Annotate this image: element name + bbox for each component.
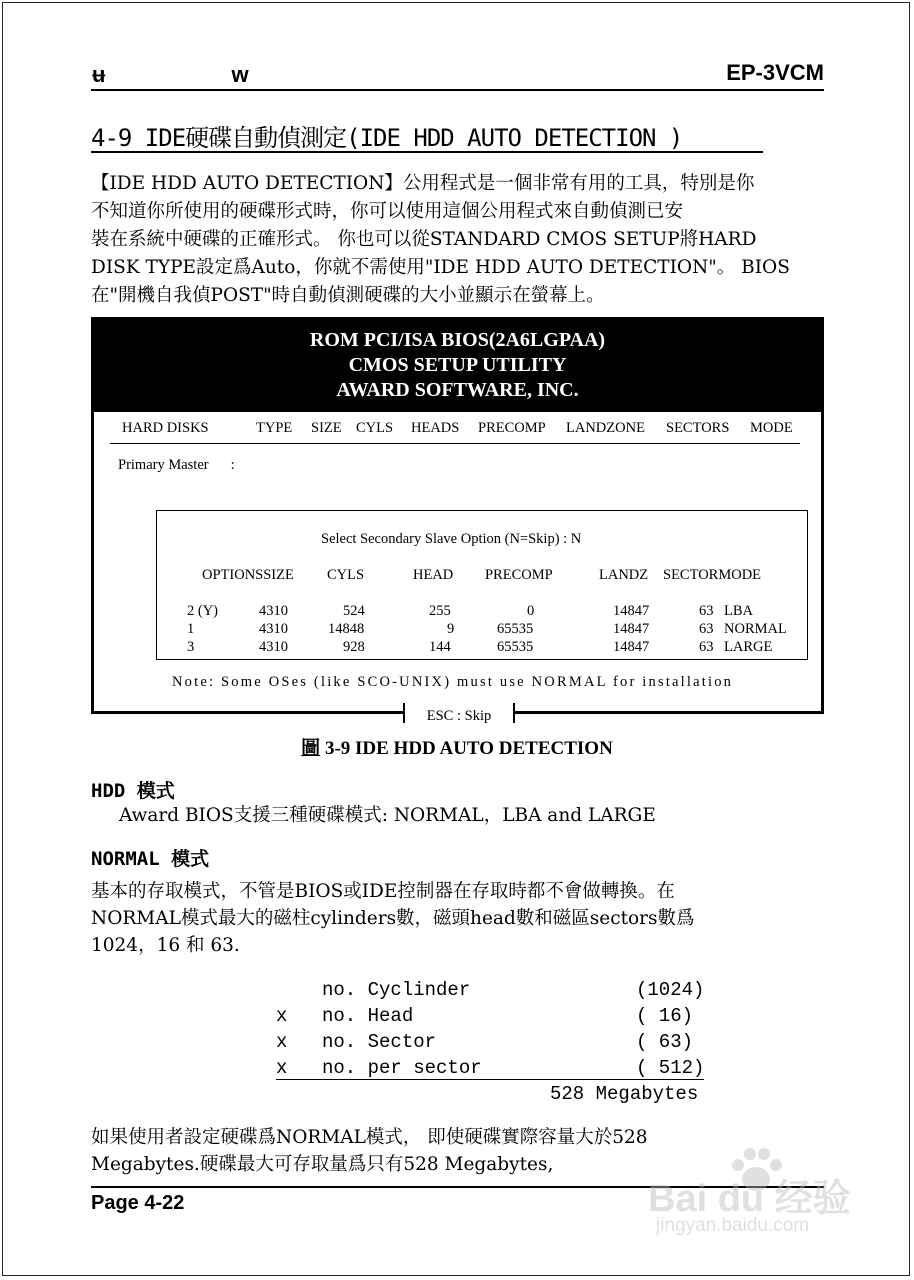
col-hard-disks: HARD DISKS [122,420,209,436]
option-row-size: 4310 [259,621,288,637]
option-row-landz: 14847 [613,639,650,655]
opt-header-optionsize: OPTIONSSIZE [202,567,294,583]
option-row-size: 4310 [259,603,288,619]
option-row-precomp: 65535 [497,639,534,655]
option-row-size: 4310 [259,639,288,655]
intro-line: DISK TYPE設定爲Auto，你就不需使用"IDE HDD AUTO DETECTION"。 BIOS [91,257,790,278]
option-row-landz: 14847 [613,621,650,637]
option-row-mode: NORMAL [724,621,787,637]
option-row-opt[interactable]: 2 (Y) [187,603,219,619]
bios-title-line: CMOS SETUP UTILITY [348,354,567,376]
figure-caption [0,733,914,760]
intro-paragraph [91,170,831,310]
bios-title-line: ROM PCI/ISA BIOS(2A6LGPAA) [309,329,606,351]
logo-icon: ʉ [92,62,106,87]
calc-op: x [276,1057,288,1079]
normal-mode-line: NORMAL模式最大的磁柱cylinders數，磁頭head數和磁區sectors數爲 [91,908,695,929]
calc-op: x [276,1031,288,1053]
option-row-precomp: 65535 [497,621,534,637]
title-underline [91,151,763,153]
option-row-opt[interactable]: 1 [187,621,195,637]
normal-mode-line: 1024，16 和 63. [91,935,240,956]
normal-mode-line: 基本的存取模式，不管是BIOS或IDE控制器在存取時都不會做轉換。在 [91,881,675,902]
col-sectors: SECTORS [666,420,730,436]
bios-title-bar [94,320,821,412]
option-row-sector: 63 [699,603,714,619]
watermark-brand: Bai du 经验 [648,1178,851,1220]
normal-mode-heading: NORMAL 模式 [91,848,210,870]
calc-op: x [276,1005,288,1027]
option-row-cyls: 14848 [328,621,365,637]
opt-header-head: HEAD [413,567,454,583]
col-type: TYPE [256,420,293,436]
calc-value: ( 512) [636,1057,705,1079]
select-prompt: Select Secondary Slave Option (N=Skip) : N [321,531,582,547]
watermark [648,1145,868,1245]
calc-label: no. Sector [322,1031,437,1053]
primary-master-label: Primary Master [118,457,209,473]
normal-mode-paragraph [91,878,695,959]
calc-label: no. per sector [322,1057,482,1079]
primary-master-colon: : [230,457,235,473]
watermark-url: jingyan.baidu.com [656,1215,810,1236]
opt-header-sectormode: SECTORMODE [663,567,762,583]
calc-value: ( 16) [636,1005,694,1027]
calc-label: no. Head [322,1005,414,1027]
opt-header-cyls: CYLS [327,567,365,583]
calc-sum-rule [276,1079,704,1080]
figure-caption-text: 3-9 IDE HDD AUTO DETECTION [320,738,613,759]
col-mode: MODE [750,420,793,436]
closing-line: 如果使用者設定硬碟爲NORMAL模式， 即使硬碟實際容量大於528 [91,1127,648,1148]
opt-header-precomp: PRECOMP [485,567,553,583]
calc-value: ( 63) [636,1031,694,1053]
intro-line: 裝在系統中硬碟的正確形式。 你也可以從STANDARD CMOS SETUP將HARD [91,229,757,250]
primary-master-row [118,457,235,474]
header-divider [91,89,824,91]
bios-note: Note: Some OSes (like SCO-UNIX) must use NORMAL for installation [172,674,734,690]
hdd-mode-line: Award BIOS支援三種硬碟模式: NORMAL，LBA and LARGE [119,805,656,826]
option-row-cyls: 928 [343,639,365,655]
col-precomp: PRECOMP [478,420,546,436]
intro-line: 【IDE HDD AUTO DETECTION】公用程式是一個非常有用的工具，特別是你 [91,173,755,194]
header-model: EP-3VCM [726,60,824,85]
option-row-sector: 63 [699,639,714,655]
section-title: 4-9 IDE硬碟自動偵測定(IDE HDD AUTO DETECTION ) [91,124,683,152]
option-row-head: 9 [447,621,455,637]
closing-paragraph [91,1124,648,1178]
calc-value: (1024) [636,979,705,1001]
calc-result: 528 Megabytes [550,1083,699,1105]
option-row-cyls: 524 [343,603,365,619]
opt-header-landz: LANDZ [599,567,649,583]
calc-label: no. Cyclinder [322,979,471,1001]
slave-option-dialog [156,510,808,660]
page-number: Page 4-22 [91,1192,185,1214]
col-landzone: LANDZONE [566,420,645,436]
option-row-head: 144 [429,639,451,655]
bios-screen [91,317,824,714]
option-row-head: 255 [429,603,451,619]
bios-title-line: AWARD SOFTWARE, INC. [336,379,579,401]
bios-column-divider [110,443,800,444]
option-row-sector: 63 [699,621,714,637]
intro-line: 在"開機自我偵POST"時自動偵測硬碟的大小並顯示在螢幕上。 [91,285,605,306]
col-heads: HEADS [411,420,460,436]
option-row-landz: 14847 [613,603,650,619]
col-size: SIZE [311,420,342,436]
col-cyls: CYLS [356,420,394,436]
option-row-precomp: 0 [527,603,535,619]
option-row-mode: LARGE [724,639,773,655]
intro-line: 不知道你所使用的硬碟形式時，你可以使用這個公用程式來自動偵測已安 [91,201,684,222]
closing-line: Megabytes.硬碟最大可存取量爲只有528 Megabytes, [91,1154,554,1175]
esc-skip-hint[interactable]: ESC : Skip [403,703,515,723]
option-row-opt[interactable]: 3 [187,639,195,655]
header-logo [92,62,249,88]
option-row-mode: LBA [724,603,753,619]
hdd-mode-heading: HDD 模式 [91,780,175,802]
figure-label: 圖 [301,738,321,759]
header-letter: w [231,62,249,87]
